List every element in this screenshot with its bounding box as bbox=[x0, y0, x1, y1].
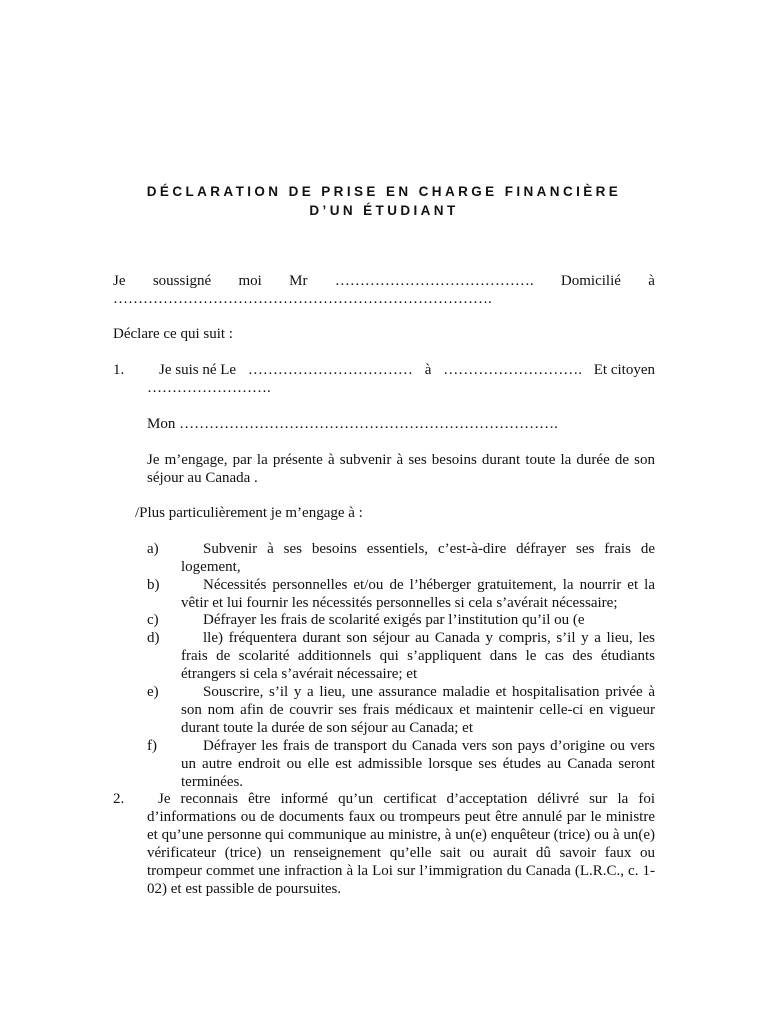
intro-word: à bbox=[648, 273, 655, 289]
list-text: lle) fréquentera durant son séjour au Canada y compris, s’il y a lieu, les frais de scolarité additionnels qui s’appliquent dans le cas des étudiants étrangers si cela s’avérait nécessaire; et bbox=[181, 630, 655, 682]
mon-line: Mon …………………………………………………………………. bbox=[147, 416, 558, 432]
engagement-paragraph: Je m’engage, par la présente à subvenir à ses besoins durant toute la durée de son séjour au Canada . bbox=[147, 452, 655, 486]
item-2-number: 2. bbox=[113, 791, 125, 807]
title-line-1: DÉCLARATION DE PRISE EN CHARGE FINANCIÈRE bbox=[146, 184, 622, 199]
list-text: Défrayer les frais de transport du Canada vers son pays d’origine ou vers un autre endroit ou elle est admissible lorsque ses études au Canada seront terminées. bbox=[181, 738, 655, 790]
list-marker: d) bbox=[147, 630, 160, 646]
list-item-e bbox=[147, 683, 655, 737]
list-text: Subvenir à ses besoins essentiels, c’est-à-dire défrayer ses frais de logement, bbox=[181, 541, 655, 575]
list-marker: a) bbox=[147, 541, 159, 557]
list-text: Nécessités personnelles et/ou de l’héberger gratuitement, la nourrir et la vêtir et lui fournir les nécessités personnelles si cela s’avérait nécessaire; bbox=[181, 577, 655, 611]
list-text: Souscrire, s’il y a lieu, une assurance maladie et hospitalisation privée à son nom afin de couvrir ses frais médicaux et maintenir celle-ci en vigueur durant toute la durée de son séjour au Canada; et bbox=[181, 684, 655, 736]
item-2-paragraph: Je reconnais être informé qu’un certificat d’acceptation délivré sur la foi d’informations ou de documents faux ou trompeurs peut être annulé par le ministre et qu’une personne qui communique au ministre, à un(e) enquêteur (trice) ou à un(e) vérificateur (trice) un renseignement qu’elle sait ou aurait dû savoir faux ou trompeur commet une infraction à la Loi sur l’immigration du Canada (L.R.C., c. 1-02) et est passible de poursuites. bbox=[147, 791, 655, 897]
birth-at: à bbox=[424, 362, 432, 378]
list-text: Défrayer les frais de scolarité exigés par l’institution qu’il ou (e bbox=[203, 612, 585, 628]
list-item-f bbox=[147, 737, 655, 791]
list-item-a bbox=[147, 540, 655, 576]
list-item-b bbox=[147, 576, 655, 612]
list-marker: e) bbox=[147, 684, 159, 700]
intro-line-1 bbox=[113, 272, 655, 290]
item-1-line-1 bbox=[147, 361, 655, 379]
list-marker: c) bbox=[147, 612, 159, 628]
list-marker: b) bbox=[147, 577, 160, 593]
birth-place-blank: ………………………. bbox=[443, 362, 582, 378]
birth-label: Je suis né Le bbox=[159, 362, 237, 378]
list-item-d bbox=[147, 629, 655, 683]
item-1-paragraph bbox=[147, 361, 655, 397]
intro-word: Je bbox=[113, 273, 126, 289]
birth-date-blank: …………………………… bbox=[247, 362, 413, 378]
citizen-label: Et citoyen bbox=[593, 362, 655, 378]
intro-word: Domicilié bbox=[560, 273, 621, 289]
item-1-number: 1. bbox=[113, 362, 125, 378]
document-title bbox=[100, 182, 668, 220]
intro-word: soussigné bbox=[152, 273, 212, 289]
name-blank: …………………………………. bbox=[334, 273, 534, 289]
list-item-c bbox=[147, 611, 655, 629]
intro-paragraph bbox=[113, 272, 655, 308]
citizenship-blank: ……………………. bbox=[147, 380, 271, 396]
intro-word: moi bbox=[238, 273, 262, 289]
address-blank: …………………………………………………………………. bbox=[113, 291, 492, 307]
list-marker: f) bbox=[147, 738, 157, 754]
plus-line: /Plus particulièrement je m’engage à : bbox=[135, 505, 363, 521]
title-line-2: D’UN ÉTUDIANT bbox=[309, 203, 459, 218]
intro-word: Mr bbox=[289, 273, 308, 289]
declare-heading: Déclare ce qui suit : bbox=[113, 326, 233, 342]
